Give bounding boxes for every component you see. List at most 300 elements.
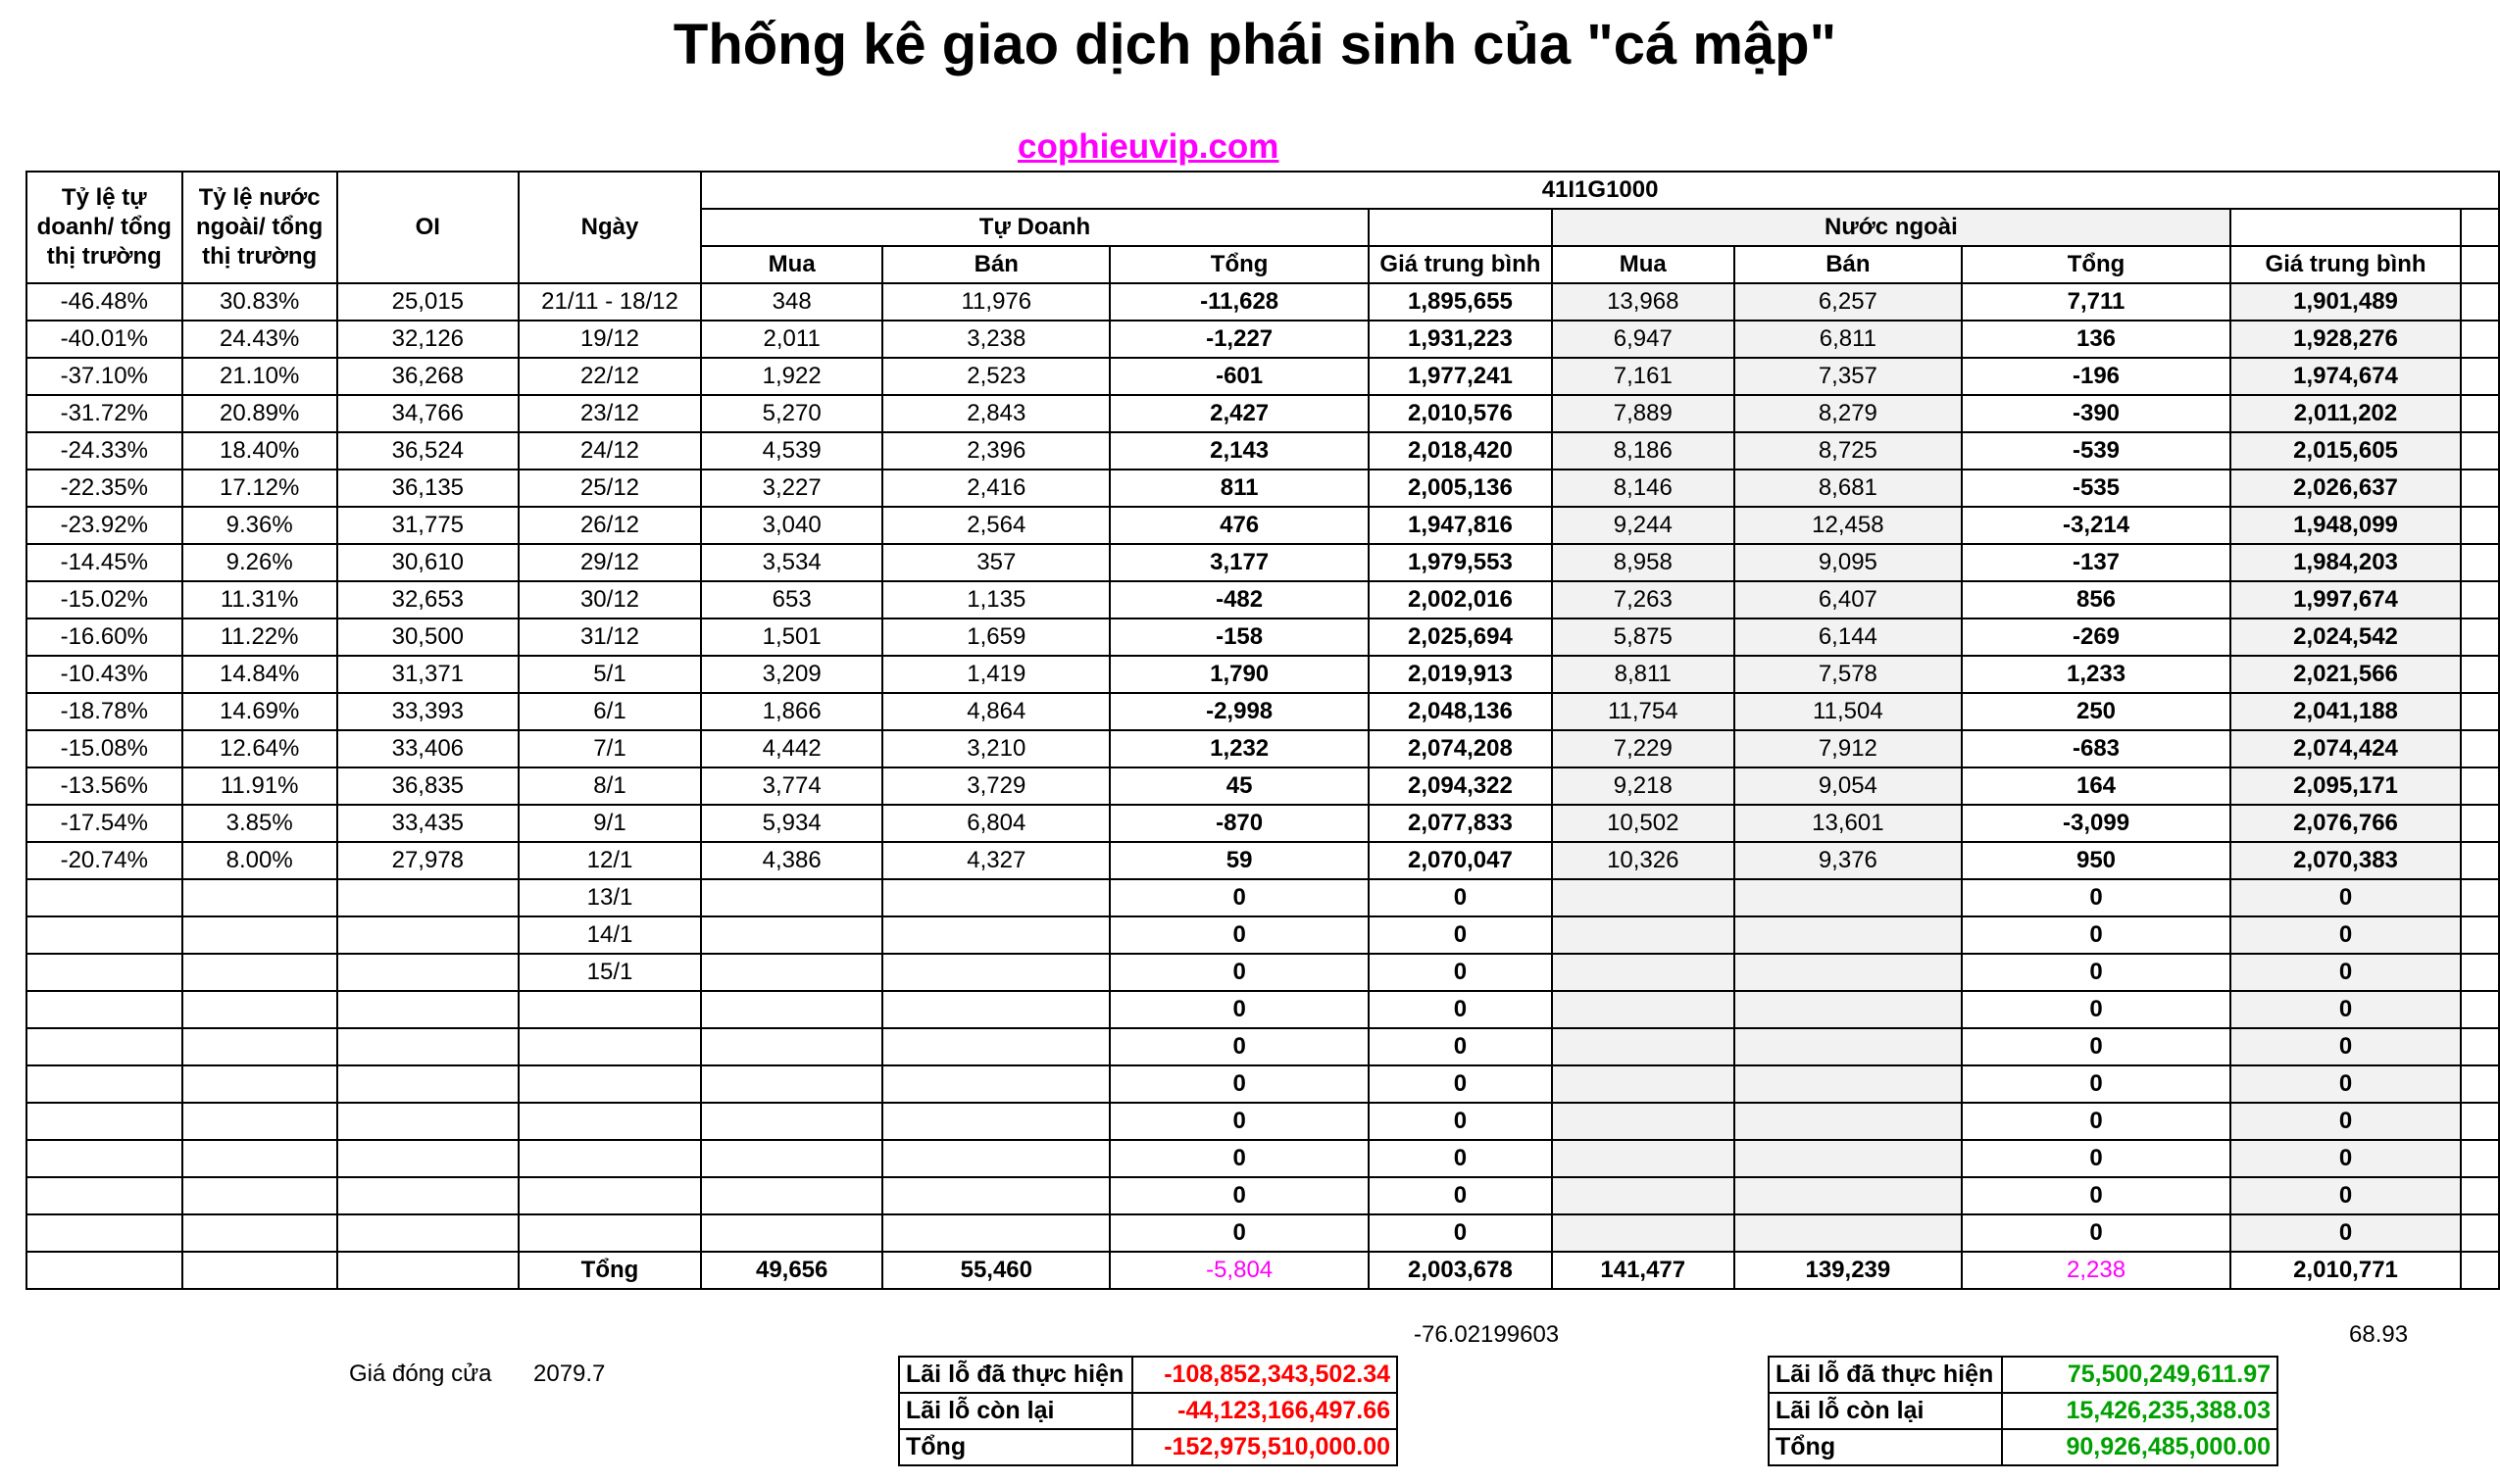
ratio-td-cell: [26, 991, 182, 1028]
td-sell-cell: [882, 991, 1110, 1028]
ratio-td-cell: [26, 879, 182, 916]
pnl-nn-total-label: Tổng: [1769, 1429, 2002, 1465]
nn-total-cell: -269: [1962, 618, 2230, 656]
nn-total-cell: 136: [1962, 321, 2230, 358]
date-cell: 22/12: [519, 358, 701, 395]
table-row: [26, 432, 2499, 470]
nn-avg-cell: 2,074,424: [2230, 730, 2461, 767]
total-td-buy: 49,656: [701, 1252, 882, 1289]
oi-cell: 27,978: [337, 842, 519, 879]
nn-sell-cell: 7,912: [1734, 730, 1963, 767]
edge-cell: [2461, 1065, 2499, 1103]
td-total-cell: 476: [1110, 507, 1368, 544]
nn-buy-cell: 7,889: [1552, 395, 1733, 432]
nn-total-cell: 0: [1962, 1140, 2230, 1177]
table-row: [26, 1214, 2499, 1252]
nn-buy-cell: [1552, 1140, 1733, 1177]
ratio-nn-cell: 30.83%: [182, 283, 337, 321]
nn-avg-cell: 2,024,542: [2230, 618, 2461, 656]
oi-cell: [337, 954, 519, 991]
td-avg-cell: 2,077,833: [1369, 805, 1552, 842]
td-avg-cell: 1,895,655: [1369, 283, 1552, 321]
nn-buy-cell: 10,326: [1552, 842, 1733, 879]
ratio-nn-cell: [182, 1214, 337, 1252]
td-sell-cell: 3,729: [882, 767, 1110, 805]
nn-avg-cell: 2,041,188: [2230, 693, 2461, 730]
ratio-nn-cell: [182, 1028, 337, 1065]
date-cell: 31/12: [519, 618, 701, 656]
totals-label: Tổng: [519, 1252, 701, 1289]
edge-cell: [2461, 916, 2499, 954]
ratio-td-cell: -18.78%: [26, 693, 182, 730]
nn-total-cell: -539: [1962, 432, 2230, 470]
nn-buy-cell: [1552, 1214, 1733, 1252]
date-cell: 23/12: [519, 395, 701, 432]
td-avg-cell: 0: [1369, 1103, 1552, 1140]
header-td-sell: Bán: [882, 246, 1110, 283]
td-avg-cell: 2,002,016: [1369, 581, 1552, 618]
edge-cell: [2461, 693, 2499, 730]
nn-avg-cell: 0: [2230, 1177, 2461, 1214]
nn-buy-cell: 7,229: [1552, 730, 1733, 767]
ratio-nn-cell: [182, 879, 337, 916]
td-avg-cell: 2,010,576: [1369, 395, 1552, 432]
pnl-nn-table: [1768, 1356, 2278, 1466]
edge-cell: [2461, 432, 2499, 470]
table-row: [26, 1065, 2499, 1103]
date-cell: [519, 1103, 701, 1140]
header-oi: OI: [337, 172, 519, 283]
nn-total-cell: 0: [1962, 879, 2230, 916]
td-buy-cell: [701, 1140, 882, 1177]
td-sell-cell: [882, 879, 1110, 916]
edge-cell: [2461, 581, 2499, 618]
edge-cell: [2461, 1028, 2499, 1065]
nn-avg-cell: 2,070,383: [2230, 842, 2461, 879]
td-sell-cell: [882, 916, 1110, 954]
ratio-nn-cell: 14.69%: [182, 693, 337, 730]
td-avg-cell: 0: [1369, 991, 1552, 1028]
td-avg-cell: 1,979,553: [1369, 544, 1552, 581]
td-sell-cell: [882, 1140, 1110, 1177]
total-td-sell: 55,460: [882, 1252, 1110, 1289]
edge-cell: [2461, 767, 2499, 805]
date-cell: [519, 1140, 701, 1177]
pnl-td-remaining-label: Lãi lỗ còn lại: [899, 1393, 1132, 1429]
ratio-td-cell: -24.33%: [26, 432, 182, 470]
date-cell: 19/12: [519, 321, 701, 358]
edge-cell: [2461, 395, 2499, 432]
header-nn-total: Tổng: [1962, 246, 2230, 283]
td-avg-cell: 0: [1369, 916, 1552, 954]
table-row: [26, 1028, 2499, 1065]
oi-cell: [337, 879, 519, 916]
total-nn-buy: 141,477: [1552, 1252, 1733, 1289]
nn-sell-cell: [1734, 1103, 1963, 1140]
edge-cell: [2461, 358, 2499, 395]
nn-buy-cell: 8,186: [1552, 432, 1733, 470]
header-nn-sell: Bán: [1734, 246, 1963, 283]
nn-buy-cell: 8,146: [1552, 470, 1733, 507]
nn-total-cell: 0: [1962, 991, 2230, 1028]
header-group-td: Tự Doanh: [701, 209, 1369, 246]
td-sell-cell: 3,210: [882, 730, 1110, 767]
td-avg-cell: 0: [1369, 1028, 1552, 1065]
date-cell: 9/1: [519, 805, 701, 842]
oi-cell: 30,610: [337, 544, 519, 581]
edge-cell: [2461, 618, 2499, 656]
table-row: [26, 395, 2499, 432]
td-buy-cell: 4,386: [701, 842, 882, 879]
td-avg-cell: 2,019,913: [1369, 656, 1552, 693]
td-buy-cell: [701, 1028, 882, 1065]
date-cell: 12/1: [519, 842, 701, 879]
oi-cell: [337, 1140, 519, 1177]
nn-total-cell: 0: [1962, 1103, 2230, 1140]
ratio-td-cell: [26, 1028, 182, 1065]
ratio-td-cell: -46.48%: [26, 283, 182, 321]
empty-cell: [26, 1252, 182, 1289]
header-ratio-td: Tỷ lệ tự doanh/ tổng thị trường: [26, 172, 182, 283]
nn-total-cell: -535: [1962, 470, 2230, 507]
derivatives-table: [25, 171, 2500, 1290]
table-row: [26, 321, 2499, 358]
nn-avg-cell: 1,984,203: [2230, 544, 2461, 581]
nn-total-cell: 0: [1962, 1177, 2230, 1214]
td-total-cell: 0: [1110, 1177, 1368, 1214]
date-cell: 13/1: [519, 879, 701, 916]
td-total-cell: 0: [1110, 954, 1368, 991]
pnl-nn-total: 90,926,485,000.00: [2002, 1429, 2277, 1465]
td-avg-cell: 2,074,208: [1369, 730, 1552, 767]
td-sell-cell: 2,564: [882, 507, 1110, 544]
nn-total-cell: 0: [1962, 916, 2230, 954]
oi-cell: 32,653: [337, 581, 519, 618]
oi-cell: [337, 1177, 519, 1214]
td-sell-cell: 2,523: [882, 358, 1110, 395]
edge-cell: [2461, 842, 2499, 879]
nn-total-cell: -137: [1962, 544, 2230, 581]
oi-cell: 33,435: [337, 805, 519, 842]
edge-cell: [2461, 954, 2499, 991]
close-price-label: Giá đóng cửa: [349, 1360, 492, 1387]
oi-cell: 31,775: [337, 507, 519, 544]
ratio-td-cell: -17.54%: [26, 805, 182, 842]
td-total-cell: 0: [1110, 1103, 1368, 1140]
nn-sell-cell: [1734, 954, 1963, 991]
ratio-td-cell: -16.60%: [26, 618, 182, 656]
header-nn-buy: Mua: [1552, 246, 1733, 283]
td-sell-cell: [882, 1065, 1110, 1103]
header-contract: 41I1G1000: [701, 172, 2499, 209]
nn-sell-cell: 8,725: [1734, 432, 1963, 470]
nn-total-cell: -683: [1962, 730, 2230, 767]
td-total-cell: 811: [1110, 470, 1368, 507]
td-avg-cell: 2,094,322: [1369, 767, 1552, 805]
pnl-td-table: [898, 1356, 1398, 1466]
td-sell-cell: 11,976: [882, 283, 1110, 321]
table-row: [26, 693, 2499, 730]
ratio-td-cell: -31.72%: [26, 395, 182, 432]
date-cell: 14/1: [519, 916, 701, 954]
td-avg-cell: 2,018,420: [1369, 432, 1552, 470]
td-total-cell: -11,628: [1110, 283, 1368, 321]
td-total-cell: 0: [1110, 991, 1368, 1028]
ratio-nn-cell: [182, 1140, 337, 1177]
td-total-cell: 0: [1110, 1140, 1368, 1177]
pnl-td-realized-label: Lãi lỗ đã thực hiện: [899, 1357, 1132, 1393]
td-total-cell: -870: [1110, 805, 1368, 842]
nn-avg-cell: 0: [2230, 1140, 2461, 1177]
nn-buy-cell: 10,502: [1552, 805, 1733, 842]
nn-buy-cell: [1552, 1065, 1733, 1103]
ratio-td-cell: -10.43%: [26, 656, 182, 693]
ratio-nn-cell: 9.26%: [182, 544, 337, 581]
ratio-td-cell: -13.56%: [26, 767, 182, 805]
oi-cell: 33,406: [337, 730, 519, 767]
table-row: [26, 507, 2499, 544]
edge-cell: [2461, 544, 2499, 581]
total-nn-total: 2,238: [1962, 1252, 2230, 1289]
ratio-td-cell: -23.92%: [26, 507, 182, 544]
td-sell-cell: [882, 1103, 1110, 1140]
td-buy-cell: 348: [701, 283, 882, 321]
oi-cell: 36,268: [337, 358, 519, 395]
td-total-cell: -482: [1110, 581, 1368, 618]
nn-total-cell: 1,233: [1962, 656, 2230, 693]
ratio-td-cell: [26, 1103, 182, 1140]
ratio-nn-cell: 20.89%: [182, 395, 337, 432]
oi-cell: 31,371: [337, 656, 519, 693]
nn-sell-cell: [1734, 1177, 1963, 1214]
nn-sell-cell: 9,095: [1734, 544, 1963, 581]
date-cell: [519, 1214, 701, 1252]
td-sell-cell: 1,135: [882, 581, 1110, 618]
site-link[interactable]: cophieuvip.com: [1018, 127, 1279, 166]
edge-cell: [2461, 805, 2499, 842]
table-row: [26, 1177, 2499, 1214]
date-cell: [519, 991, 701, 1028]
ratio-nn-cell: [182, 991, 337, 1028]
edge-cell: [2461, 470, 2499, 507]
nn-sell-cell: 6,407: [1734, 581, 1963, 618]
nn-sell-cell: 9,376: [1734, 842, 1963, 879]
header-group-nn: Nước ngoài: [1552, 209, 2230, 246]
td-total-cell: 0: [1110, 916, 1368, 954]
nn-avg-cell: 0: [2230, 879, 2461, 916]
table-row: [26, 1140, 2499, 1177]
nn-avg-cell: 0: [2230, 1028, 2461, 1065]
nn-buy-cell: 7,161: [1552, 358, 1733, 395]
td-sell-cell: 1,419: [882, 656, 1110, 693]
oi-cell: [337, 1214, 519, 1252]
td-sell-cell: 4,864: [882, 693, 1110, 730]
nn-avg-diff: 68.93: [2349, 1321, 2409, 1348]
ratio-nn-cell: 11.91%: [182, 767, 337, 805]
ratio-td-cell: -37.10%: [26, 358, 182, 395]
nn-sell-cell: 7,357: [1734, 358, 1963, 395]
nn-sell-cell: 6,811: [1734, 321, 1963, 358]
ratio-nn-cell: 17.12%: [182, 470, 337, 507]
nn-sell-cell: 6,257: [1734, 283, 1963, 321]
nn-buy-cell: [1552, 1028, 1733, 1065]
ratio-nn-cell: 9.36%: [182, 507, 337, 544]
edge-cell: [2461, 321, 2499, 358]
oi-cell: 34,766: [337, 395, 519, 432]
td-avg-cell: 2,005,136: [1369, 470, 1552, 507]
nn-sell-cell: [1734, 1028, 1963, 1065]
ratio-nn-cell: 18.40%: [182, 432, 337, 470]
ratio-td-cell: -40.01%: [26, 321, 182, 358]
td-sell-cell: 2,396: [882, 432, 1110, 470]
nn-sell-cell: 11,504: [1734, 693, 1963, 730]
td-total-cell: 0: [1110, 1214, 1368, 1252]
nn-total-cell: -196: [1962, 358, 2230, 395]
nn-buy-cell: 11,754: [1552, 693, 1733, 730]
edge-cell: [2461, 656, 2499, 693]
td-buy-cell: 4,539: [701, 432, 882, 470]
oi-cell: 36,524: [337, 432, 519, 470]
ratio-nn-cell: 21.10%: [182, 358, 337, 395]
nn-avg-cell: 1,997,674: [2230, 581, 2461, 618]
header-date: Ngày: [519, 172, 701, 283]
td-avg-cell: 1,947,816: [1369, 507, 1552, 544]
ratio-nn-cell: [182, 1103, 337, 1140]
table-row: [26, 991, 2499, 1028]
nn-avg-cell: 2,095,171: [2230, 767, 2461, 805]
ratio-nn-cell: 14.84%: [182, 656, 337, 693]
date-cell: 21/11 - 18/12: [519, 283, 701, 321]
header-td-buy: Mua: [701, 246, 882, 283]
nn-avg-cell: 1,901,489: [2230, 283, 2461, 321]
date-cell: 24/12: [519, 432, 701, 470]
nn-sell-cell: [1734, 916, 1963, 954]
oi-cell: [337, 1065, 519, 1103]
pnl-td-realized: -108,852,343,502.34: [1132, 1357, 1397, 1393]
header-ratio-nn: Tỷ lệ nước ngoài/ tổng thị trường: [182, 172, 337, 283]
nn-sell-cell: 7,578: [1734, 656, 1963, 693]
oi-cell: 30,500: [337, 618, 519, 656]
td-total-cell: -158: [1110, 618, 1368, 656]
td-sell-cell: [882, 1028, 1110, 1065]
nn-sell-cell: 8,279: [1734, 395, 1963, 432]
td-total-cell: 0: [1110, 1028, 1368, 1065]
header-td-total: Tổng: [1110, 246, 1368, 283]
header-blank: [2461, 209, 2499, 246]
table-row: [26, 730, 2499, 767]
header-td-avg: Giá trung bình: [1369, 246, 1552, 283]
td-avg-cell: 0: [1369, 1214, 1552, 1252]
nn-sell-cell: [1734, 1065, 1963, 1103]
nn-avg-cell: 2,076,766: [2230, 805, 2461, 842]
pnl-td-remaining: -44,123,166,497.66: [1132, 1393, 1397, 1429]
td-avg-cell: 2,070,047: [1369, 842, 1552, 879]
ratio-nn-cell: 24.43%: [182, 321, 337, 358]
td-buy-cell: 3,227: [701, 470, 882, 507]
table-row: [26, 805, 2499, 842]
td-buy-cell: [701, 879, 882, 916]
header-nn-avg: Giá trung bình: [2230, 246, 2461, 283]
td-sell-cell: 357: [882, 544, 1110, 581]
nn-total-cell: 0: [1962, 1065, 2230, 1103]
td-sell-cell: 6,804: [882, 805, 1110, 842]
td-buy-cell: 3,534: [701, 544, 882, 581]
ratio-td-cell: [26, 1065, 182, 1103]
td-sell-cell: 4,327: [882, 842, 1110, 879]
td-buy-cell: 1,501: [701, 618, 882, 656]
nn-total-cell: -3,099: [1962, 805, 2230, 842]
td-buy-cell: [701, 954, 882, 991]
td-avg-diff: -76.02199603: [1414, 1321, 1560, 1348]
empty-cell: [182, 1252, 337, 1289]
date-cell: 8/1: [519, 767, 701, 805]
td-sell-cell: [882, 1214, 1110, 1252]
oi-cell: 33,393: [337, 693, 519, 730]
edge-cell: [2461, 879, 2499, 916]
total-td-total: -5,804: [1110, 1252, 1368, 1289]
oi-cell: 25,015: [337, 283, 519, 321]
ratio-nn-cell: [182, 954, 337, 991]
ratio-nn-cell: 3.85%: [182, 805, 337, 842]
table-row: [26, 470, 2499, 507]
nn-total-cell: -3,214: [1962, 507, 2230, 544]
nn-sell-cell: 6,144: [1734, 618, 1963, 656]
edge-cell: [2461, 991, 2499, 1028]
td-total-cell: 45: [1110, 767, 1368, 805]
nn-buy-cell: [1552, 1177, 1733, 1214]
table-row: [26, 656, 2499, 693]
edge-cell: [2461, 1214, 2499, 1252]
td-buy-cell: [701, 916, 882, 954]
nn-avg-cell: 2,021,566: [2230, 656, 2461, 693]
td-buy-cell: 4,442: [701, 730, 882, 767]
empty-cell: [337, 1252, 519, 1289]
header-blank: [2230, 209, 2461, 246]
close-price-value: 2079.7: [533, 1360, 606, 1387]
ratio-td-cell: [26, 916, 182, 954]
td-avg-cell: 1,977,241: [1369, 358, 1552, 395]
total-td-avg: 2,003,678: [1369, 1252, 1552, 1289]
nn-total-cell: 856: [1962, 581, 2230, 618]
nn-avg-cell: 0: [2230, 1214, 2461, 1252]
td-avg-cell: 0: [1369, 1177, 1552, 1214]
nn-total-cell: 7,711: [1962, 283, 2230, 321]
oi-cell: 36,835: [337, 767, 519, 805]
nn-total-cell: 0: [1962, 1214, 2230, 1252]
edge-cell: [2461, 1140, 2499, 1177]
date-cell: [519, 1177, 701, 1214]
oi-cell: [337, 991, 519, 1028]
pnl-nn-remaining: 15,426,235,388.03: [2002, 1393, 2277, 1429]
edge-cell: [2461, 1177, 2499, 1214]
nn-avg-cell: 0: [2230, 916, 2461, 954]
ratio-td-cell: -22.35%: [26, 470, 182, 507]
td-buy-cell: 1,922: [701, 358, 882, 395]
header-blank: [2461, 246, 2499, 283]
table-row: [26, 842, 2499, 879]
nn-sell-cell: 8,681: [1734, 470, 1963, 507]
nn-buy-cell: 6,947: [1552, 321, 1733, 358]
ratio-nn-cell: 11.31%: [182, 581, 337, 618]
td-total-cell: 1,232: [1110, 730, 1368, 767]
pnl-td-total-label: Tổng: [899, 1429, 1132, 1465]
td-buy-cell: 3,774: [701, 767, 882, 805]
td-buy-cell: [701, 991, 882, 1028]
nn-buy-cell: 8,958: [1552, 544, 1733, 581]
td-buy-cell: 3,040: [701, 507, 882, 544]
page-title: Thống kê giao dịch phái sinh của "cá mập": [673, 13, 1837, 76]
oi-cell: [337, 916, 519, 954]
